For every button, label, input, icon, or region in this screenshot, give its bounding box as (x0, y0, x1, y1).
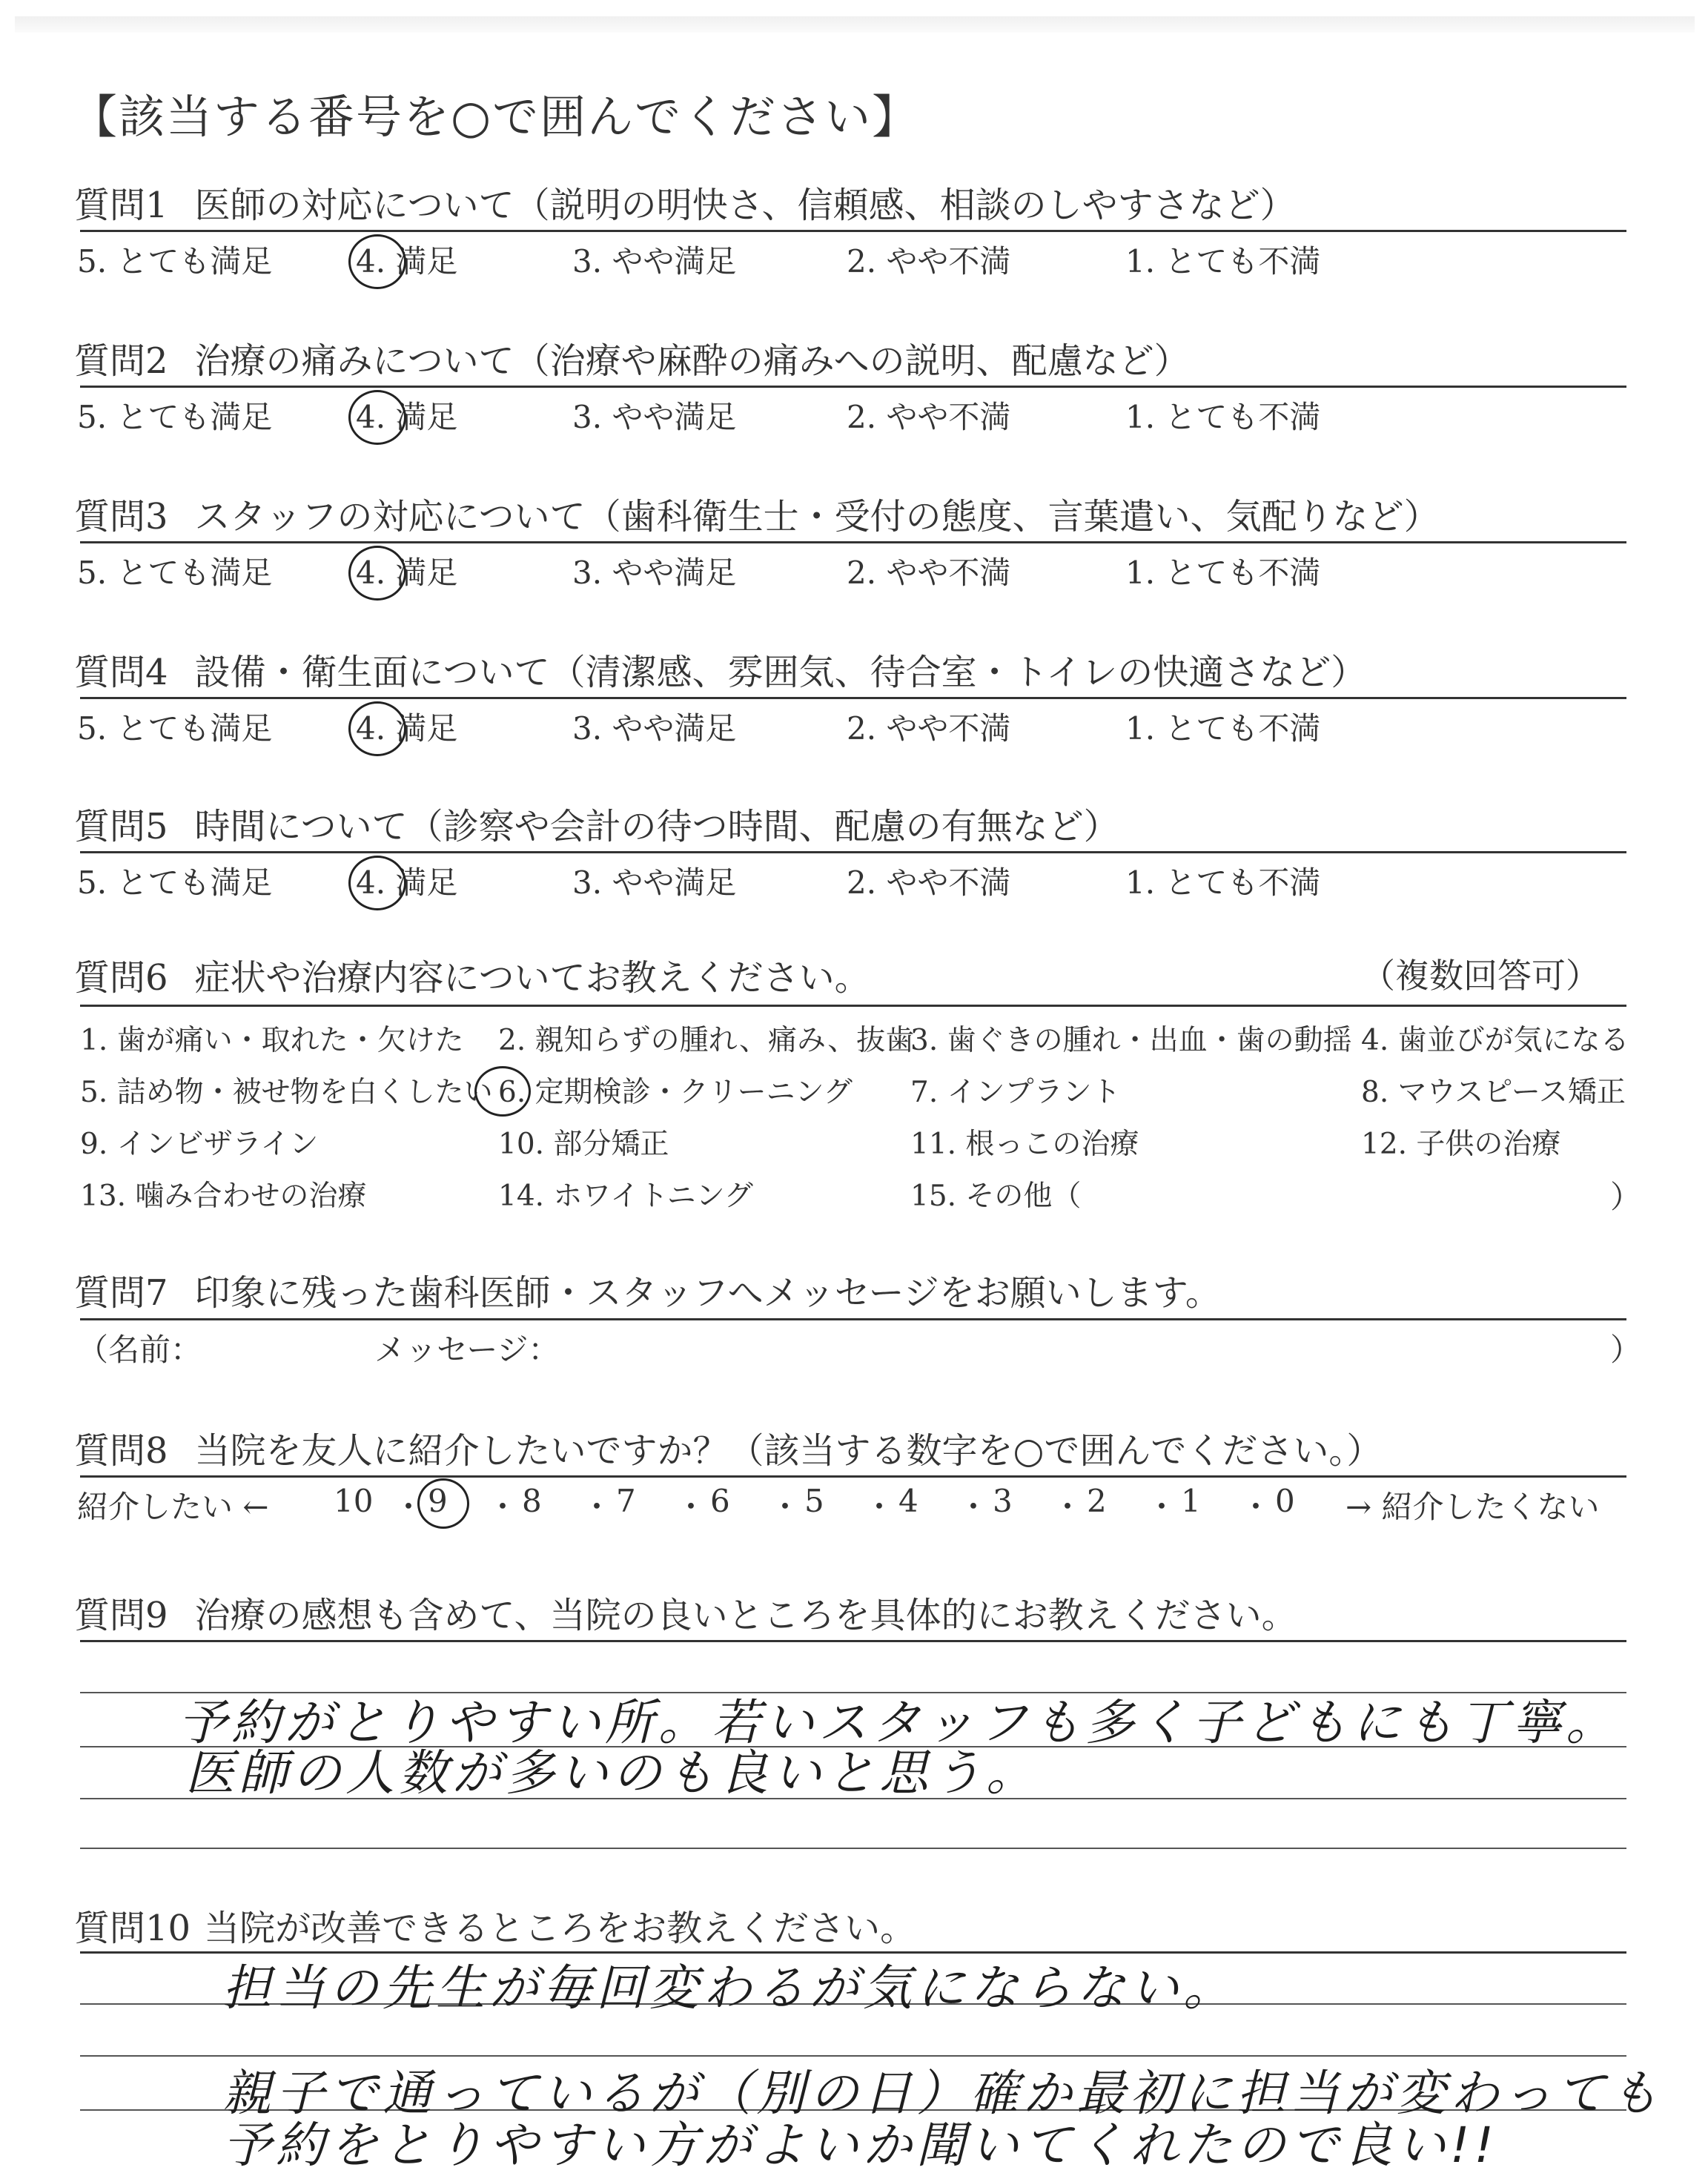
q6-option[interactable]: 14. ホワイトニング (498, 1180, 753, 1213)
q7-text: 印象に残った歯科医師・スタッフへメッセージをお願いします。 (194, 1272, 1221, 1314)
q8-scale-separator: ・ (393, 1489, 425, 1525)
scan-top-band (15, 16, 1695, 33)
q1-selection-circle (348, 234, 406, 289)
q10-title (74, 1899, 916, 1951)
q8-scale-separator: ・ (581, 1489, 613, 1525)
q5-rule (80, 851, 1626, 853)
q7-number: 質問7 (74, 1272, 168, 1314)
q4-option[interactable]: 4. 満足 (356, 710, 458, 747)
q6-close-paren: ） (1610, 1179, 1642, 1215)
q8-scale-separator: ・ (958, 1489, 990, 1525)
q8-scale-number[interactable]: 8 (522, 1483, 542, 1519)
q4-text: 設備・衛生面について（清潔感、雰囲気、待合室・トイレの快適さなど） (194, 652, 1367, 693)
q10-answer-line: 予約をとりやすい方がよいか聞いてくれたので良い!! (222, 2117, 1498, 2174)
q7-title (74, 1264, 1221, 1315)
q6-option[interactable]: 6. 定期検診・クリーニング (498, 1076, 853, 1109)
q8-right-label: → 紹介したくない (1345, 1489, 1600, 1525)
q5-number: 質問5 (74, 806, 168, 847)
q8-scale-number[interactable]: 5 (804, 1483, 824, 1519)
q1-rule (80, 230, 1626, 232)
q9-answer-line: 予約がとりやすい所。若いスタッフも多く子どもにも丁寧。 (178, 1694, 1619, 1751)
q2-option[interactable]: 1. とても不満 (1125, 399, 1321, 435)
q8-text: 当院を友人に紹介したいですか？（該当する数字を○で囲んでください。） (194, 1430, 1383, 1472)
q5-text: 時間について（診察や会計の待つ時間、配慮の有無など） (194, 806, 1119, 847)
q8-rule (80, 1475, 1626, 1478)
q6-option[interactable]: 3. 歯ぐきの腫れ・出血・歯の動揺 (910, 1024, 1352, 1057)
q1-option[interactable]: 3. やや満足 (572, 243, 737, 280)
q8-scale-number[interactable]: 9 (428, 1483, 448, 1519)
q8-scale-separator: ・ (864, 1489, 896, 1525)
q7-close-paren: ） (1610, 1332, 1642, 1368)
q8-scale-number[interactable]: 2 (1087, 1483, 1107, 1519)
q1-option[interactable]: 4. 満足 (356, 243, 458, 280)
q6-option[interactable]: 2. 親知らずの腫れ、痛み、抜歯 (498, 1024, 915, 1057)
q4-title (74, 644, 1366, 695)
q6-option[interactable]: 5. 詰め物・被せ物を白くしたい (80, 1076, 493, 1109)
q8-scale-number[interactable]: 1 (1181, 1483, 1201, 1519)
q10-answer-line: 親子で通っているが（別の日）確か最初に担当が変わっても (222, 2065, 1664, 2122)
q3-option[interactable]: 2. やや不満 (847, 555, 1011, 591)
q5-option[interactable]: 3. やや満足 (572, 864, 737, 901)
q8-scale-separator: ・ (1052, 1489, 1084, 1525)
q9-number: 質問9 (74, 1595, 168, 1636)
q9-text: 治療の感想も含めて、当院の良いところを具体的にお教えください。 (194, 1595, 1297, 1636)
q4-option[interactable]: 3. やや満足 (572, 710, 737, 747)
q7-rule (80, 1318, 1626, 1320)
q1-option[interactable]: 2. やや不満 (847, 243, 1011, 280)
q6-option[interactable]: 11. 根っこの治療 (910, 1128, 1139, 1161)
q4-number: 質問4 (74, 652, 168, 693)
q8-scale-number[interactable]: 7 (616, 1483, 636, 1519)
q10-text: 当院が改善できるところをお教えください。 (204, 1908, 916, 1949)
q3-option[interactable]: 3. やや満足 (572, 555, 737, 591)
q6-option[interactable]: 8. マウスピース矯正 (1361, 1076, 1626, 1109)
q3-title (74, 488, 1440, 539)
q7-name-label: （名前： (77, 1332, 202, 1368)
q6-rule (80, 1005, 1626, 1007)
q8-title (74, 1422, 1382, 1473)
q2-option[interactable]: 5. とても満足 (77, 399, 273, 435)
q6-option[interactable]: 15. その他（ (910, 1180, 1082, 1213)
q5-option[interactable]: 5. とても満足 (77, 864, 273, 901)
q3-option[interactable]: 5. とても満足 (77, 555, 273, 591)
q9-rule (80, 1640, 1626, 1642)
q3-text: スタッフの対応について（歯科衛生士・受付の態度、言葉遣い、気配りなど） (194, 496, 1440, 538)
q6-title (74, 949, 870, 1000)
q4-option[interactable]: 5. とても満足 (77, 710, 273, 747)
q8-left-label: 紹介したい ← (77, 1489, 269, 1525)
q8-scale-number[interactable]: 4 (898, 1483, 918, 1519)
q6-option[interactable]: 9. インビザライン (80, 1128, 319, 1161)
q3-option[interactable]: 1. とても不満 (1125, 555, 1321, 591)
q1-number: 質問1 (74, 185, 168, 226)
q8-scale-number[interactable]: 3 (993, 1483, 1013, 1519)
q4-selection-circle (348, 701, 406, 756)
q8-scale-separator: ・ (769, 1489, 801, 1525)
q5-selection-circle (348, 856, 406, 910)
q4-option[interactable]: 2. やや不満 (847, 710, 1011, 747)
q9-answer-line: 医師の人数が多いのも良いと思う。 (185, 1745, 1039, 1802)
q2-option[interactable]: 3. やや満足 (572, 399, 737, 435)
q2-text: 治療の痛みについて（治療や麻酔の痛みへの説明、配慮など） (194, 340, 1190, 382)
q5-option[interactable]: 4. 満足 (356, 864, 458, 901)
q6-text: 症状や治療内容についてお教えください。 (194, 957, 870, 999)
q1-option[interactable]: 5. とても満足 (77, 243, 273, 280)
q8-selection-circle (417, 1478, 469, 1529)
q8-scale-separator: ・ (1240, 1489, 1272, 1525)
q8-scale-separator: ・ (487, 1489, 519, 1525)
q2-option[interactable]: 4. 満足 (356, 399, 458, 435)
q6-option[interactable]: 4. 歯並びが気になる (1361, 1024, 1629, 1057)
q3-rule (80, 541, 1626, 543)
q8-scale-separator: ・ (675, 1489, 707, 1525)
q2-option[interactable]: 2. やや不満 (847, 399, 1011, 435)
instruction-header: 【該当する番号を○で囲んでください】 (71, 90, 920, 144)
q1-title (74, 176, 1296, 228)
q3-selection-circle (348, 546, 406, 601)
q6-selection-circle (474, 1066, 531, 1117)
q10-answer-line: 担当の先生が毎回変わるが気にならない。 (222, 1960, 1237, 2017)
q2-selection-circle (348, 390, 406, 445)
q10-number: 質問10 (74, 1908, 191, 1949)
q6-number: 質問6 (74, 957, 168, 999)
q2-title (74, 332, 1190, 383)
q5-option[interactable]: 2. やや不満 (847, 864, 1011, 901)
q2-rule (80, 386, 1626, 388)
q8-scale-number[interactable]: 6 (710, 1483, 730, 1519)
q3-number: 質問3 (74, 496, 168, 538)
q6-option[interactable]: 12. 子供の治療 (1361, 1128, 1561, 1161)
q6-option[interactable]: 1. 歯が痛い・取れた・欠けた (80, 1024, 464, 1057)
q5-option[interactable]: 1. とても不満 (1125, 864, 1321, 901)
q6-option[interactable]: 7. インプラント (910, 1076, 1121, 1109)
q3-option[interactable]: 4. 満足 (356, 555, 458, 591)
q5-title (74, 798, 1119, 849)
q8-scale-number[interactable]: 10 (334, 1483, 374, 1519)
q6-note: （複数回答可） (1361, 956, 1600, 996)
q8-scale-separator: ・ (1146, 1489, 1178, 1525)
q2-number: 質問2 (74, 340, 168, 382)
q8-scale-number[interactable]: 0 (1275, 1483, 1295, 1519)
q6-option[interactable]: 13. 噛み合わせの治療 (80, 1180, 367, 1213)
q1-text: 医師の対応について（説明の明快さ、信頼感、相談のしやすさなど） (194, 185, 1296, 226)
q1-option[interactable]: 1. とても不満 (1125, 243, 1321, 280)
q6-option[interactable]: 10. 部分矯正 (498, 1128, 669, 1161)
q4-option[interactable]: 1. とても不満 (1125, 710, 1321, 747)
q8-number: 質問8 (74, 1430, 168, 1472)
q9-title (74, 1587, 1297, 1638)
q4-rule (80, 697, 1626, 699)
q9-line (80, 1848, 1626, 1849)
q7-message-label: メッセージ： (374, 1332, 560, 1368)
